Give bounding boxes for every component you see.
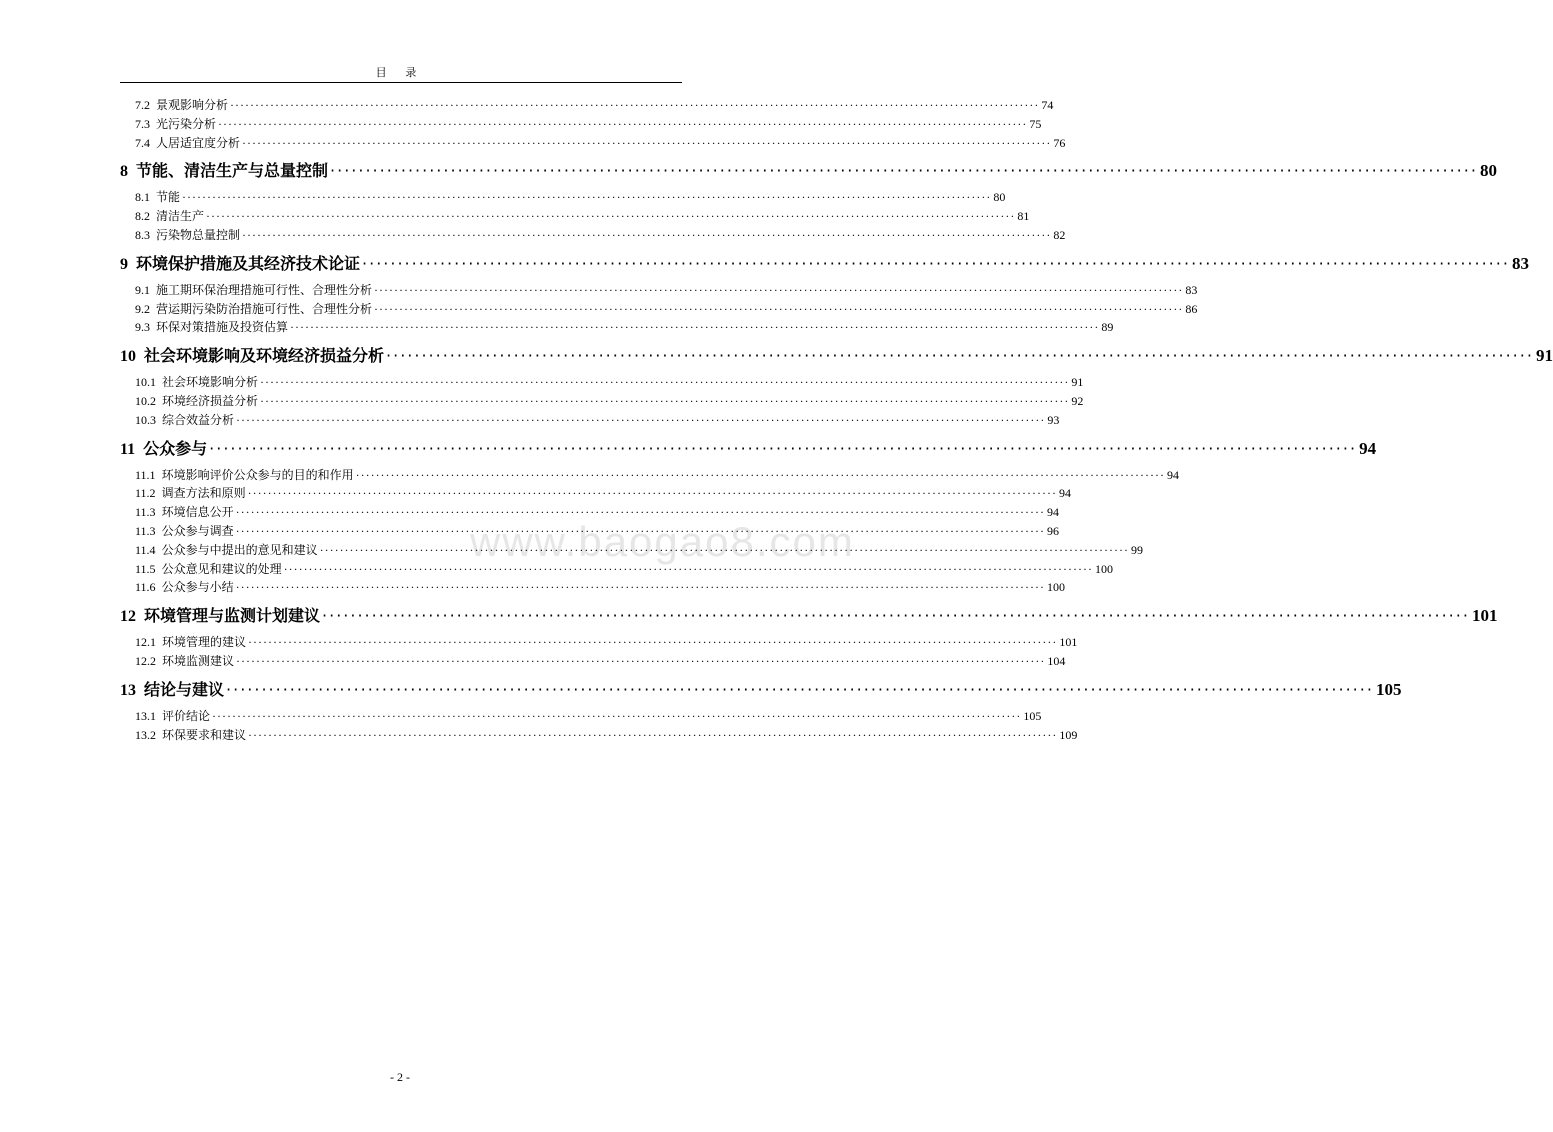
toc-dot-leader xyxy=(236,505,1045,520)
toc-entry-title: 污染物总量控制 xyxy=(156,227,241,242)
toc-section-entry[interactable] xyxy=(120,188,1006,207)
toc-entry-page: 91 xyxy=(1071,375,1084,390)
toc-entry-page: 101 xyxy=(1471,606,1498,626)
toc-dot-leader xyxy=(374,283,1183,298)
toc-entry-number: 13.1 xyxy=(135,708,156,723)
toc-entry-page: 80 xyxy=(993,190,1006,205)
toc-dot-leader xyxy=(386,346,1534,365)
toc-entry-number: 13.2 xyxy=(135,727,156,742)
toc-entry-number: 11.1 xyxy=(135,467,156,482)
toc-entry-title: 景观影响分析 xyxy=(156,98,229,112)
toc-entry-number: 12.2 xyxy=(135,653,156,668)
toc-entry-page: 104 xyxy=(1047,653,1066,668)
toc-chapter-entry[interactable] xyxy=(120,677,1402,703)
toc-entry-title: 环境管理与监测计划建议 xyxy=(144,606,321,626)
toc-section-entry[interactable] xyxy=(120,707,1042,726)
toc-chapter-entry[interactable] xyxy=(120,603,1498,629)
watermark-text: www.baogao8.com xyxy=(470,518,855,565)
toc-entry-number: 10.3 xyxy=(135,412,156,427)
toc-entry-title: 环保对策措施及投资估算 xyxy=(156,320,289,335)
toc-entry-title: 公众参与 xyxy=(143,438,208,458)
toc-section-entry[interactable] xyxy=(120,134,1066,153)
toc-entry-number: 12.1 xyxy=(135,635,156,650)
toc-entry-number: 8.3 xyxy=(135,227,150,242)
toc-entry-title: 环境经济损益分析 xyxy=(162,393,259,408)
toc-entry-title: 结论与建议 xyxy=(144,679,225,699)
toc-section-entry[interactable] xyxy=(120,281,1198,300)
toc-entry-title: 综合效益分析 xyxy=(162,412,235,427)
toc-dot-leader xyxy=(356,468,1165,483)
toc-entry-title: 节能、清洁生产与总量控制 xyxy=(136,161,329,181)
table-of-contents xyxy=(120,96,1553,744)
toc-entry-page: 105 xyxy=(1023,708,1042,723)
toc-section-entry[interactable] xyxy=(120,503,1059,522)
toc-entry-page: 81 xyxy=(1017,209,1030,224)
toc-dot-leader xyxy=(230,98,1039,113)
toc-entry-number: 8 xyxy=(120,163,128,181)
toc-entry-page: 101 xyxy=(1059,635,1078,650)
toc-entry-title: 环保要求和建议 xyxy=(162,727,247,742)
toc-entry-number: 11.6 xyxy=(135,580,156,595)
toc-entry-title: 光污染分析 xyxy=(156,116,217,131)
toc-entry-number: 11.2 xyxy=(135,486,156,501)
toc-entry-number: 11.3 xyxy=(135,505,156,520)
toc-section-entry[interactable] xyxy=(120,560,1113,579)
toc-entry-page: 94 xyxy=(1046,505,1059,520)
toc-dot-leader xyxy=(248,486,1057,501)
toc-chapter-entry[interactable] xyxy=(120,343,1553,369)
toc-section-entry[interactable] xyxy=(120,411,1060,430)
toc-entry-page: 99 xyxy=(1130,542,1143,557)
toc-dot-leader xyxy=(374,302,1183,317)
toc-entry-page: 80 xyxy=(1479,161,1497,181)
toc-entry-page: 92 xyxy=(1071,393,1084,408)
toc-dot-leader xyxy=(218,117,1027,132)
toc-section-entry[interactable] xyxy=(120,96,1054,115)
toc-entry-title: 环境信息公开 xyxy=(161,505,234,520)
toc-entry-page: 109 xyxy=(1059,727,1078,742)
page-header-title: 目 录 xyxy=(375,67,425,79)
toc-entry-number: 8.1 xyxy=(135,190,150,205)
page-number: - 2 - xyxy=(390,1070,410,1084)
toc-dot-leader xyxy=(284,562,1093,577)
toc-entry-number: 10.2 xyxy=(135,393,156,408)
toc-entry-page: 75 xyxy=(1029,116,1042,131)
toc-section-entry[interactable] xyxy=(120,726,1078,745)
toc-entry-number: 10 xyxy=(120,348,136,366)
toc-entry-page: 74 xyxy=(1041,98,1054,112)
toc-entry-page: 100 xyxy=(1046,580,1065,595)
toc-entry-title: 施工期环保治理措施可行性、合理性分析 xyxy=(156,282,373,297)
toc-section-entry[interactable] xyxy=(120,373,1084,392)
toc-section-entry[interactable] xyxy=(120,522,1059,541)
toc-dot-leader xyxy=(236,654,1045,669)
toc-dot-leader xyxy=(236,580,1045,595)
toc-entry-number: 9.3 xyxy=(135,320,150,335)
toc-entry-title: 营运期污染防治措施可行性、合理性分析 xyxy=(156,301,373,316)
toc-entry-title: 调查方法和原则 xyxy=(161,486,246,501)
toc-entry-number: 9.1 xyxy=(135,282,150,297)
toc-entry-page: 86 xyxy=(1185,301,1198,316)
toc-dot-leader xyxy=(209,439,1357,458)
toc-entry-page: 91 xyxy=(1535,346,1553,366)
toc-entry-number: 11.5 xyxy=(135,561,156,576)
toc-entry-title: 人居适宜度分析 xyxy=(156,135,241,150)
toc-dot-leader xyxy=(206,209,1015,224)
toc-entry-title: 社会环境影响分析 xyxy=(162,375,259,390)
toc-dot-leader xyxy=(242,228,1051,243)
toc-entry-title: 公众参与调查 xyxy=(161,523,234,538)
toc-entry-title: 环境保护措施及其经济技术论证 xyxy=(136,253,361,273)
toc-chapter-entry[interactable] xyxy=(120,436,1377,462)
toc-entry-title: 环境影响评价公众参与的目的和作用 xyxy=(161,467,354,482)
toc-entry-number: 11 xyxy=(120,440,136,458)
toc-entry-number: 7.3 xyxy=(135,116,150,131)
toc-dot-leader xyxy=(362,254,1510,273)
toc-dot-leader xyxy=(242,136,1051,151)
toc-entry-title: 环境监测建议 xyxy=(162,653,235,668)
toc-entry-page: 94 xyxy=(1359,438,1377,458)
toc-entry-page: 82 xyxy=(1053,227,1066,242)
toc-entry-number: 8.2 xyxy=(135,209,150,224)
toc-section-entry[interactable] xyxy=(120,392,1084,411)
toc-entry-page: 94 xyxy=(1166,467,1179,482)
toc-section-entry[interactable] xyxy=(120,207,1030,226)
toc-entry-title: 社会环境影响及环境经济损益分析 xyxy=(144,346,385,366)
toc-section-entry[interactable] xyxy=(120,578,1065,597)
toc-dot-leader xyxy=(260,394,1069,409)
toc-section-entry[interactable] xyxy=(120,466,1179,485)
toc-entry-title: 环境管理的建议 xyxy=(162,635,247,650)
toc-entry-title: 清洁生产 xyxy=(156,209,205,224)
toc-dot-leader xyxy=(212,709,1021,724)
toc-entry-number: 13 xyxy=(120,681,136,699)
toc-section-entry[interactable] xyxy=(120,652,1066,671)
header-divider xyxy=(120,82,682,83)
toc-section-entry[interactable] xyxy=(120,300,1198,319)
toc-dot-leader xyxy=(320,543,1129,558)
toc-section-entry[interactable] xyxy=(120,226,1066,245)
toc-chapter-entry[interactable] xyxy=(120,251,1529,277)
toc-dot-leader xyxy=(248,728,1057,743)
toc-entry-number: 11.4 xyxy=(135,542,156,557)
toc-entry-page: 94 xyxy=(1058,486,1071,501)
toc-dot-leader xyxy=(226,680,1374,699)
toc-section-entry[interactable] xyxy=(120,484,1071,503)
toc-entry-number: 9.2 xyxy=(135,301,150,316)
toc-entry-title: 节能 xyxy=(156,190,181,205)
toc-dot-leader xyxy=(260,375,1069,390)
toc-section-entry[interactable] xyxy=(120,541,1143,560)
toc-entry-number: 7.2 xyxy=(135,98,150,112)
toc-entry-title: 公众意见和建议的处理 xyxy=(161,561,282,576)
toc-section-entry[interactable] xyxy=(120,318,1114,337)
toc-entry-title: 公众参与小结 xyxy=(161,580,234,595)
toc-entry-page: 76 xyxy=(1053,135,1066,150)
toc-entry-number: 7.4 xyxy=(135,135,150,150)
toc-entry-page: 96 xyxy=(1046,523,1059,538)
toc-dot-leader xyxy=(248,635,1057,650)
toc-entry-page: 83 xyxy=(1511,253,1529,273)
toc-dot-leader xyxy=(236,413,1045,428)
toc-dot-leader xyxy=(236,524,1045,539)
toc-entry-page: 100 xyxy=(1094,561,1113,576)
toc-dot-leader xyxy=(182,190,991,205)
toc-entry-number: 11.3 xyxy=(135,523,156,538)
toc-entry-number: 9 xyxy=(120,255,128,273)
toc-dot-leader xyxy=(290,320,1099,335)
toc-dot-leader xyxy=(330,161,1478,180)
toc-entry-page: 89 xyxy=(1101,320,1114,335)
toc-entry-title: 公众参与中提出的意见和建议 xyxy=(161,542,318,557)
toc-section-entry[interactable] xyxy=(120,633,1078,652)
toc-dot-leader xyxy=(322,606,1470,625)
toc-entry-page: 105 xyxy=(1375,679,1402,699)
toc-chapter-entry[interactable] xyxy=(120,158,1497,184)
toc-entry-page: 83 xyxy=(1185,282,1198,297)
toc-entry-number: 12 xyxy=(120,608,136,626)
toc-entry-page: 93 xyxy=(1047,412,1060,427)
toc-entry-number: 10.1 xyxy=(135,375,156,390)
toc-entry-title: 评价结论 xyxy=(162,708,211,723)
toc-section-entry[interactable] xyxy=(120,115,1042,134)
